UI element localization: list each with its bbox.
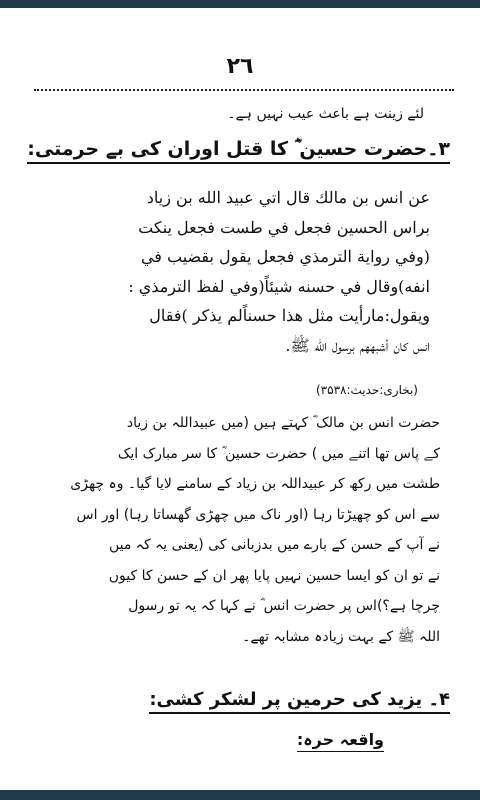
urdu-line: کے پاس تھا اتنے میں ) حضرت حسین ؓ کا سر مبارک ایک	[117, 445, 440, 462]
header-divider	[34, 89, 454, 91]
arabic-line: عن انس بن مالك قال اتي عبيد الله بن زياد	[146, 188, 430, 207]
urdu-line: اللہ ﷺ کے بہت زیادہ مشابہ تھے۔	[242, 628, 440, 645]
arabic-line: (وفي رواية الترمذي فجعل يقول بقضيب في	[140, 247, 430, 266]
arabic-hadith-text	[50, 183, 430, 360]
hadith-reference: (بخاری:حدیث:۳۵۳۸)	[315, 383, 418, 397]
urdu-line: سے اس کو چھیڑتا رہا (اور ناک میں چھڑی گھساتا رہا) اور اس	[76, 506, 440, 523]
arabic-line: انس كان أشبههم برسول الله ﷺ.	[285, 335, 430, 355]
section-3-heading: ۳۔حضرت حسین ؓ کا قتل اوران کی بے حرمتی:	[27, 138, 450, 164]
urdu-line: حضرت انس بن مالک ؓ کہتے ہیں (میں عبیداللہ بن زیاد	[126, 415, 440, 431]
urdu-line: نے تو ان کو ایسا حسین نہیں پایا پھر ان کے حسن کا کیوں	[108, 567, 440, 584]
urdu-line: نے آپ کے حسن کے بارے میں بدزبانی کی (یعنی یہ کہ میں	[108, 537, 440, 553]
urdu-translation	[44, 408, 440, 652]
arabic-line: ويقول:مارأيت مثل هذا حسناًلم يذكر )فقال	[149, 306, 430, 325]
carried-over-line: لئے زینت ہے باعث عیب نہیں ہے۔	[227, 106, 424, 122]
urdu-line: طشت میں رکھ کر عبیداللہ بن زیاد کے سامنے لایا گیا۔ وہ چھڑی	[70, 476, 440, 492]
arabic-line: انفه)وقال في حسنه شيئاً(وفي لفظ الترمذي :	[128, 276, 430, 296]
urdu-line: چرچا ہے؟)اس پر حضرت انس ؓ نے کہا کہ یہ تو رسول	[128, 598, 440, 614]
bottom-nav-bar	[0, 790, 480, 800]
subheading-harrah: واقعہ حرہ:	[297, 730, 384, 752]
book-page	[0, 8, 480, 790]
top-status-bar	[0, 0, 480, 8]
page-number: ٢٦	[226, 54, 254, 79]
arabic-line: براس الحسين فجعل في طست فجعل ينكت	[138, 217, 430, 237]
section-4-heading: ۴۔ یزید کی حرمین پر لشکر کشی:	[149, 689, 450, 714]
